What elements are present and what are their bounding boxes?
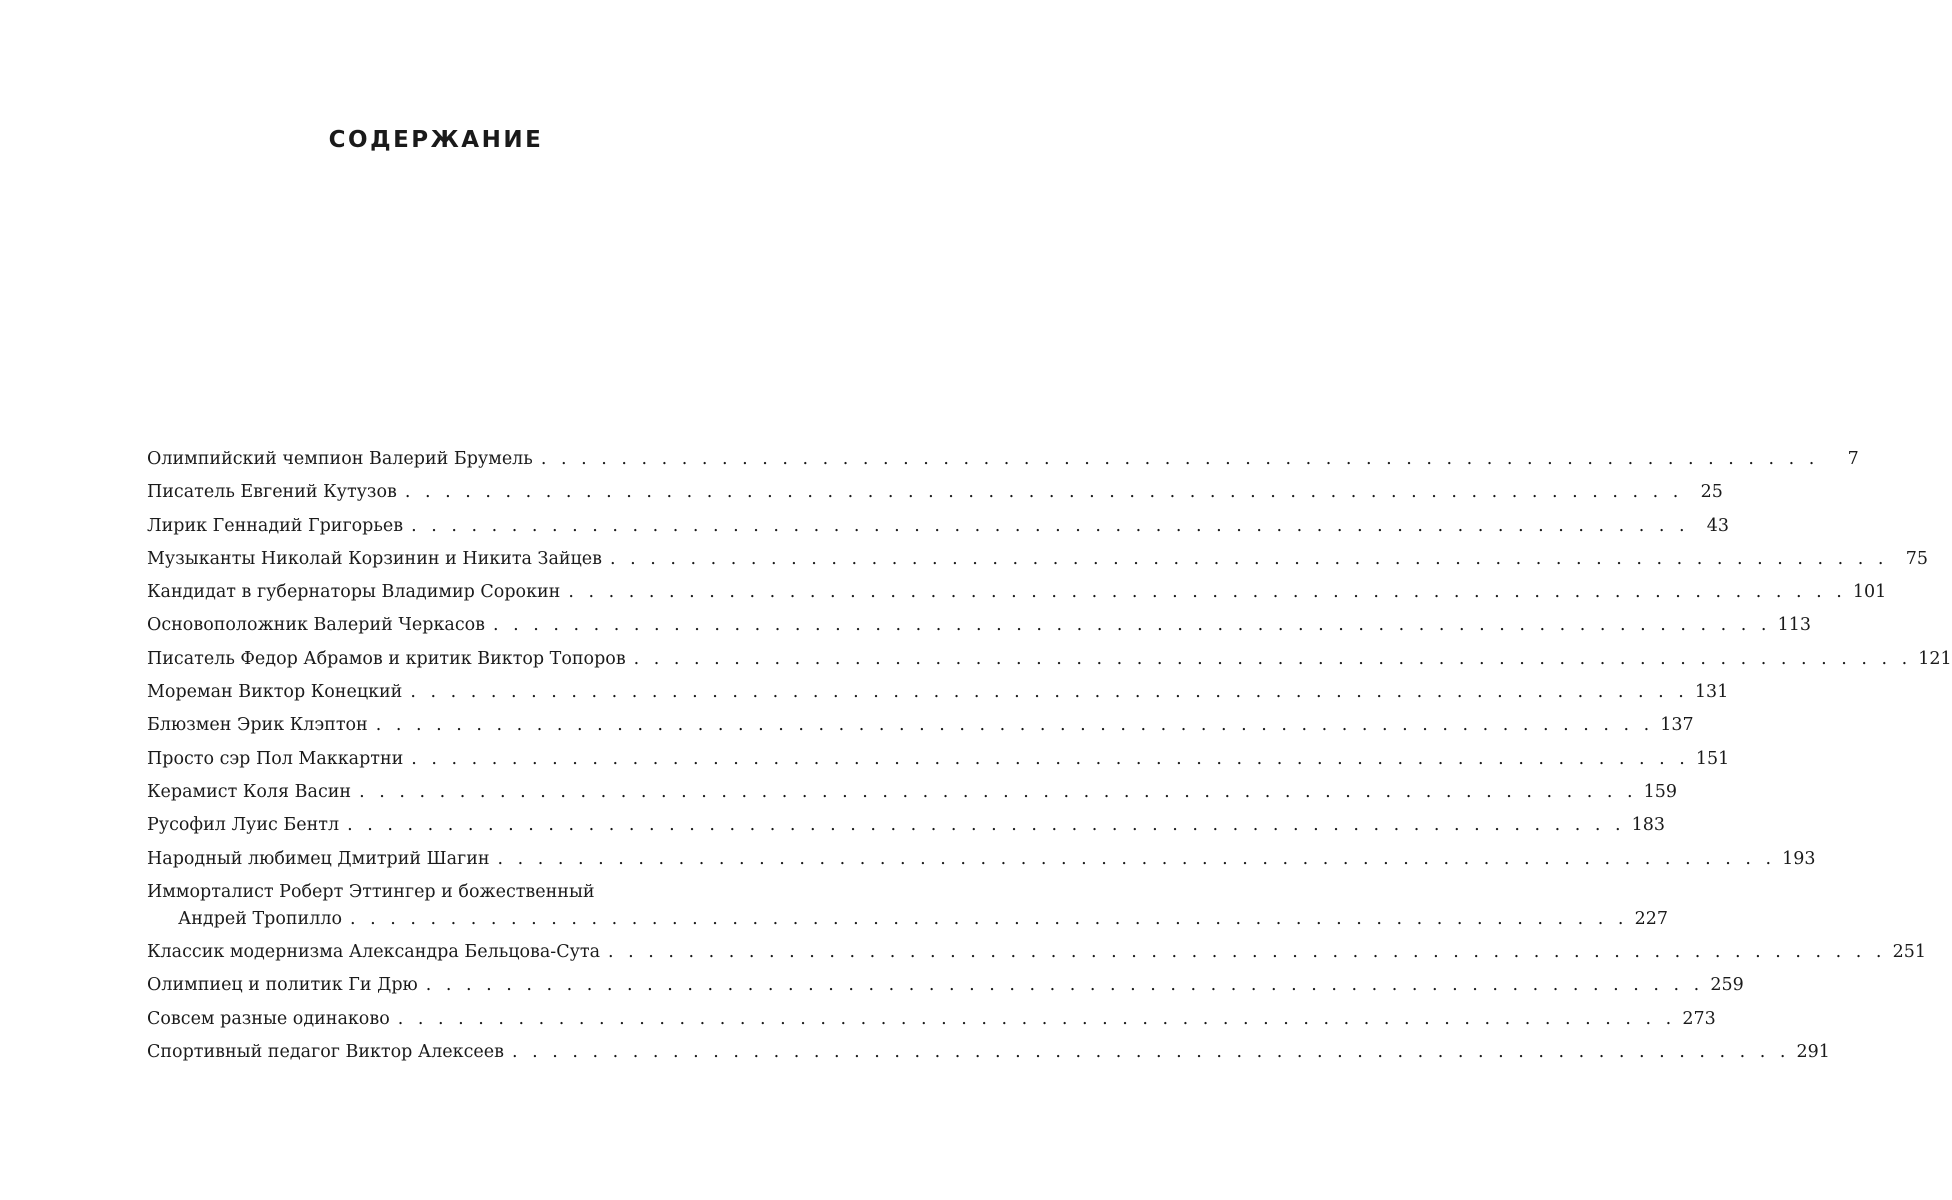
toc-entry-title: Мореман Виктор Конецкий bbox=[147, 682, 403, 703]
toc-entry-title: Имморталист Роберт Эттингер и божественный bbox=[147, 881, 595, 902]
toc-page-number: 113 bbox=[1777, 615, 1811, 636]
toc-entry-title-continuation: Андрей Тропилло bbox=[178, 908, 342, 929]
toc-entry bbox=[147, 879, 1668, 933]
toc-entry-title: Совсем разные одинаково bbox=[147, 1008, 390, 1029]
toc-entry-title: Писатель Федор Абрамов и критик Виктор Топоров bbox=[147, 648, 626, 669]
dot-leader: . . . . . . . . . . . . . . . . . . . . . . . . . . . . . . . . . . . . . . . . . . . . . . . . . . . . . . . . . . . . . . . . bbox=[610, 548, 1888, 569]
toc-page-number: 137 bbox=[1660, 715, 1694, 736]
toc-entry-title: Олимпийский чемпион Валерий Брумель bbox=[147, 449, 533, 469]
toc-entry bbox=[147, 779, 1678, 806]
toc-entry-title: Народный любимец Дмитрий Шагин bbox=[147, 848, 490, 869]
toc-entry-title: Кандидат в губернаторы Владимир Сорокин bbox=[147, 582, 561, 603]
toc-entry-title: Просто сэр Пол Маккартни bbox=[147, 748, 404, 769]
toc-entry-title: Русофил Луис Бентл bbox=[147, 815, 340, 836]
toc-entry-title: Керамист Коля Васин bbox=[147, 781, 352, 802]
toc-entry bbox=[147, 546, 1928, 573]
toc-entry-title: Спортивный педагог Виктор Алексеев bbox=[147, 1042, 504, 1063]
toc-page-number: 183 bbox=[1631, 815, 1666, 836]
toc-entry bbox=[147, 479, 1723, 506]
toc-page-number: 259 bbox=[1710, 975, 1744, 996]
toc-page-number: 227 bbox=[1634, 908, 1668, 929]
page-title: СОДЕРЖАНИЕ bbox=[328, 127, 544, 153]
toc-page-number: 25 bbox=[1700, 482, 1723, 503]
toc-entry bbox=[147, 812, 1666, 839]
toc-entry bbox=[147, 679, 1729, 706]
dot-leader: . . . . . . . . . . . . . . . . . . . . . . . . . . . . . . . . . . . . . . . . . . . . . . . . . . . . . . . . . . . . . . . . bbox=[375, 715, 1654, 736]
toc-page-number: 251 bbox=[1892, 942, 1926, 963]
toc-entry-title: Основоположник Валерий Черкасов bbox=[147, 615, 486, 636]
toc-page-number: 273 bbox=[1682, 1008, 1716, 1029]
toc-page-number: 151 bbox=[1695, 748, 1730, 769]
toc-page-number: 121 bbox=[1918, 648, 1952, 669]
toc-entry-title: Писатель Евгений Кутузов bbox=[147, 482, 397, 503]
dot-leader: . . . . . . . . . . . . . . . . . . . . . . . . . . . . . . . . . . . . . . . . . . . . . . . . . . . . . . . . . . . . . . . . bbox=[568, 582, 1847, 603]
toc-entry-title: Классик модернизма Александра Бельцова-Сута bbox=[147, 942, 601, 963]
toc-page-number: 101 bbox=[1852, 582, 1887, 603]
toc-entry bbox=[147, 1006, 1716, 1033]
toc-entry bbox=[147, 446, 1859, 473]
table-of-contents bbox=[147, 446, 1952, 1072]
dot-leader: . . . . . . . . . . . . . . . . . . . . . . . . . . . . . . . . . . . . . . . . . . . . . . . . . . . . . . . . . . . . . . . . bbox=[347, 815, 1626, 836]
dot-leader: . . . . . . . . . . . . . . . . . . . . . . . . . . . . . . . . . . . . . . . . . . . . . . . . . . . . . . . . . . . . . . . . bbox=[411, 515, 1690, 536]
dot-leader: . . . . . . . . . . . . . . . . . . . . . . . . . . . . . . . . . . . . . . . . . . . . . . . . . . . . . . . . . . . . . . . . bbox=[410, 682, 1689, 703]
toc-entry bbox=[147, 746, 1730, 773]
toc-page-number: 291 bbox=[1796, 1042, 1830, 1063]
toc-entry bbox=[147, 846, 1816, 873]
dot-leader: . . . . . . . . . . . . . . . . . . . . . . . . . . . . . . . . . . . . . . . . . . . . . . . . . . . . . . . . . . . . . . . . bbox=[425, 975, 1704, 996]
toc-entry-title: Блюзмен Эрик Клэптон bbox=[147, 715, 368, 736]
toc-page-number: 159 bbox=[1643, 781, 1678, 802]
dot-leader: . . . . . . . . . . . . . . . . . . . . . . . . . . . . . . . . . . . . . . . . . . . . . . . . . . . . . . . . . . . . . . . . bbox=[497, 848, 1776, 869]
toc-page-number: 7 bbox=[1847, 449, 1859, 469]
dot-leader: . . . . . . . . . . . . . . . . . . . . . . . . . . . . . . . . . . . . . . . . . . . . . . . . . . . . . . . . . . . . . . . . bbox=[511, 1042, 1790, 1063]
toc-entry bbox=[147, 513, 1730, 540]
toc-entry-title: Олимпиец и политик Ги Дрю bbox=[147, 975, 418, 996]
dot-leader: . . . . . . . . . . . . . . . . . . . . . . . . . . . . . . . . . . . . . . . . . . . . . . . . . . . . . . . . . . . . . . . . bbox=[359, 781, 1638, 802]
toc-entry bbox=[147, 646, 1952, 673]
toc-page-number: 193 bbox=[1782, 848, 1816, 869]
toc-page-number: 75 bbox=[1905, 548, 1928, 569]
toc-entry bbox=[147, 579, 1887, 606]
dot-leader: . . . . . . . . . . . . . . . . . . . . . . . . . . . . . . . . . . . . . . . . . . . . . . . . . . . . . . . . . . . . . . . . bbox=[540, 449, 1819, 469]
dot-leader: . . . . . . . . . . . . . . . . . . . . . . . . . . . . . . . . . . . . . . . . . . . . . . . . . . . . . . . . . . . . . . . . bbox=[608, 942, 1886, 963]
toc-page-number: 131 bbox=[1694, 682, 1729, 703]
toc-entry-title: Лирик Геннадий Григорьев bbox=[147, 515, 404, 536]
toc-entry-title: Музыканты Николай Корзинин и Никита Зайцев bbox=[147, 548, 603, 569]
dot-leader: . . . . . . . . . . . . . . . . . . . . . . . . . . . . . . . . . . . . . . . . . . . . . . . . . . . . . . . . . . . . . . . . bbox=[493, 615, 1771, 636]
toc-entry bbox=[147, 939, 1926, 966]
toc-entry bbox=[147, 1039, 1830, 1066]
dot-leader: . . . . . . . . . . . . . . . . . . . . . . . . . . . . . . . . . . . . . . . . . . . . . . . . . . . . . . . . . . . . . . . . bbox=[397, 1008, 1676, 1029]
toc-entry bbox=[147, 712, 1694, 739]
dot-leader: . . . . . . . . . . . . . . . . . . . . . . . . . . . . . . . . . . . . . . . . . . . . . . . . . . . . . . . . . . . . . . . . bbox=[633, 648, 1912, 669]
toc-entry bbox=[147, 612, 1811, 639]
toc-entry bbox=[147, 972, 1744, 999]
dot-leader: . . . . . . . . . . . . . . . . . . . . . . . . . . . . . . . . . . . . . . . . . . . . . . . . . . . . . . . . . . . . . . . . bbox=[404, 482, 1683, 503]
dot-leader: . . . . . . . . . . . . . . . . . . . . . . . . . . . . . . . . . . . . . . . . . . . . . . . . . . . . . . . . . . . . . . . . bbox=[350, 908, 1628, 929]
toc-page-number: 43 bbox=[1706, 515, 1730, 536]
dot-leader: . . . . . . . . . . . . . . . . . . . . . . . . . . . . . . . . . . . . . . . . . . . . . . . . . . . . . . . . . . . . . . . . bbox=[411, 748, 1690, 769]
